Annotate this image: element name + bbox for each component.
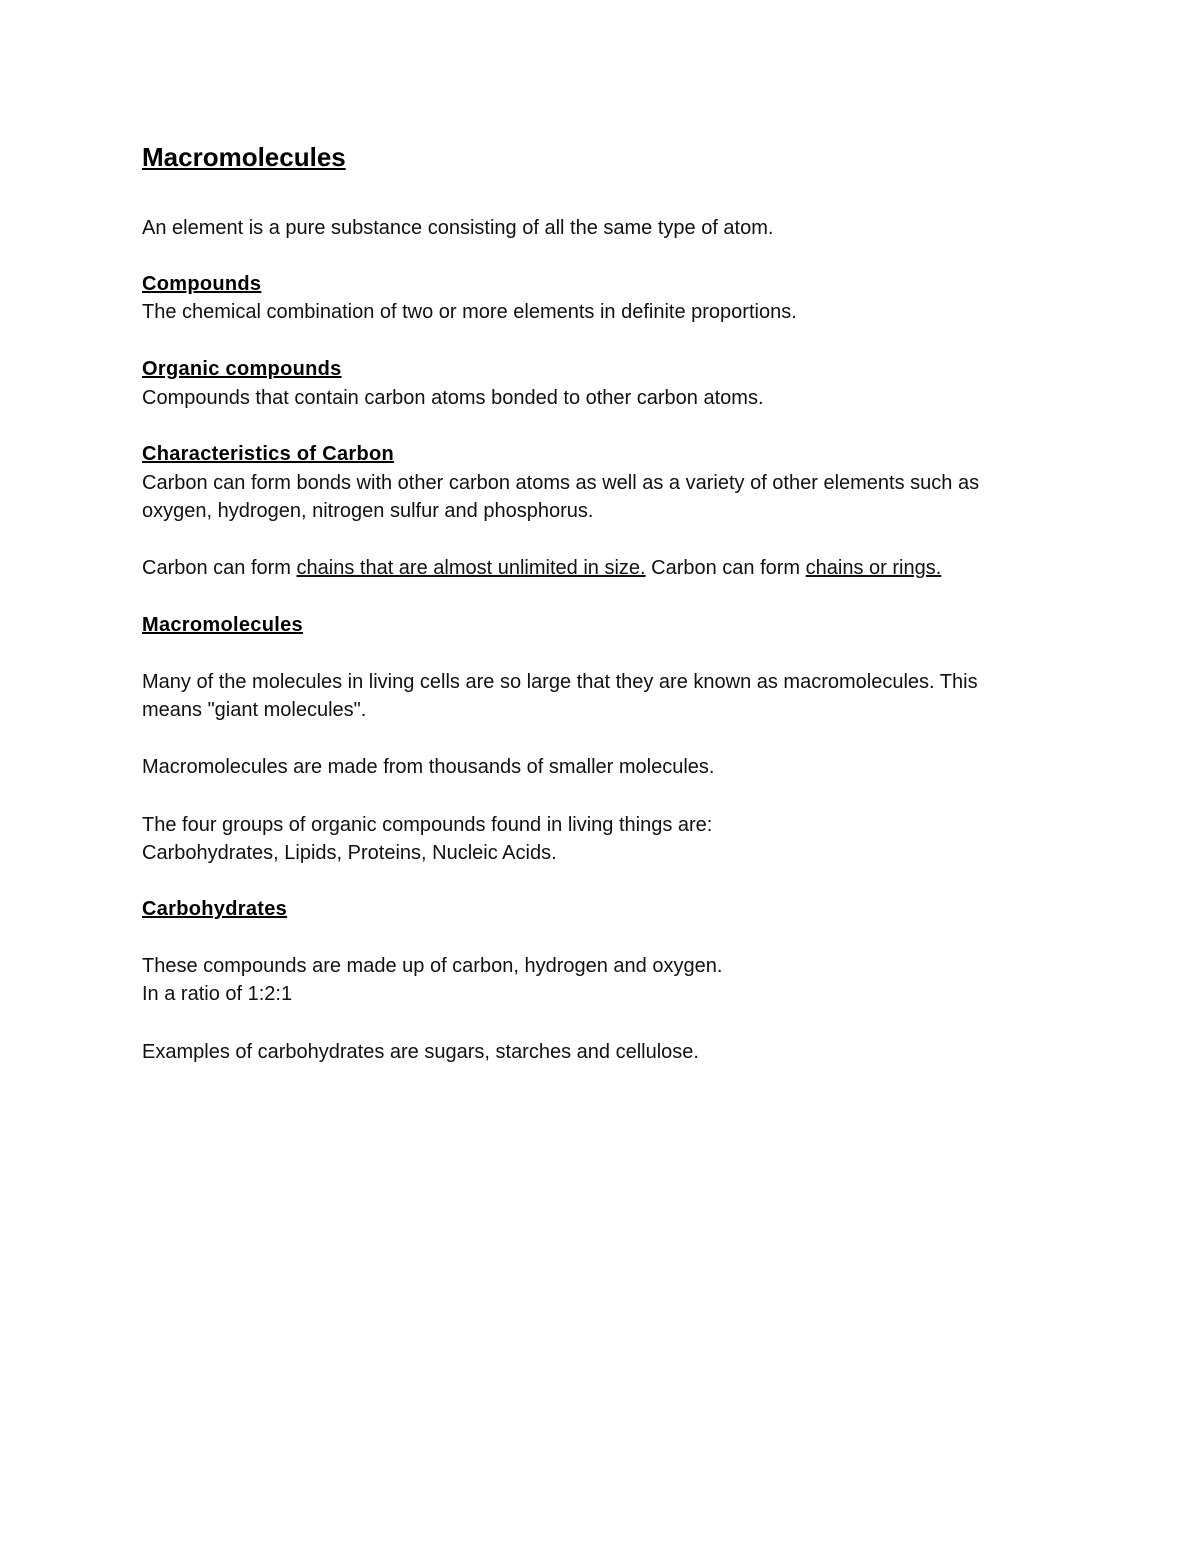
macromolecules-text-line-1: Many of the molecules in living cells are so large that they are known as macromolecules. This <box>142 671 978 693</box>
carbohydrates-examples: Examples of carbohydrates are sugars, starches and cellulose. <box>142 1041 699 1063</box>
macromolecules-text-line-2: means "giant molecules". <box>142 699 367 721</box>
carbon-characteristics-heading: Characteristics of Carbon <box>142 443 395 465</box>
carbon-text-line-2: oxygen, hydrogen, nitrogen sulfur and phosphorus. <box>142 500 594 522</box>
compounds-text: The chemical combination of two or more elements in definite proportions. <box>142 301 797 323</box>
carbon-chains-text-1: Carbon can form <box>142 557 297 579</box>
carbon-text-line-1: Carbon can form bonds with other carbon atoms as well as a variety of other elements such as <box>142 472 980 494</box>
intro-text: An element is a pure substance consisting of all the same type of atom. <box>142 217 774 239</box>
macromolecules-heading: Macromolecules <box>142 614 303 636</box>
carbon-chains-text-2: Carbon can form <box>645 557 806 579</box>
carbon-chains-paragraph <box>142 556 941 580</box>
carbon-chains-underline-1: chains that are almost unlimited in size. <box>296 557 646 579</box>
carbon-chains-underline-2: chains or rings. <box>805 557 942 579</box>
organic-compounds-heading: Organic compounds <box>142 358 342 380</box>
carbohydrates-text-line-1: These compounds are made up of carbon, hydrogen and oxygen. <box>142 955 723 977</box>
carbohydrates-heading: Carbohydrates <box>142 898 288 920</box>
organic-compounds-text: Compounds that contain carbon atoms bonded to other carbon atoms. <box>142 387 764 409</box>
compounds-heading: Compounds <box>142 273 262 295</box>
four-groups-list: Carbohydrates, Lipids, Proteins, Nucleic Acids. <box>142 842 557 864</box>
macromolecules-made-from-text: Macromolecules are made from thousands of smaller molecules. <box>142 756 715 778</box>
carbohydrates-ratio: In a ratio of 1:2:1 <box>142 983 293 1005</box>
document-title: Macromolecules <box>142 142 346 172</box>
four-groups-text: The four groups of organic compounds found in living things are: <box>142 814 713 836</box>
